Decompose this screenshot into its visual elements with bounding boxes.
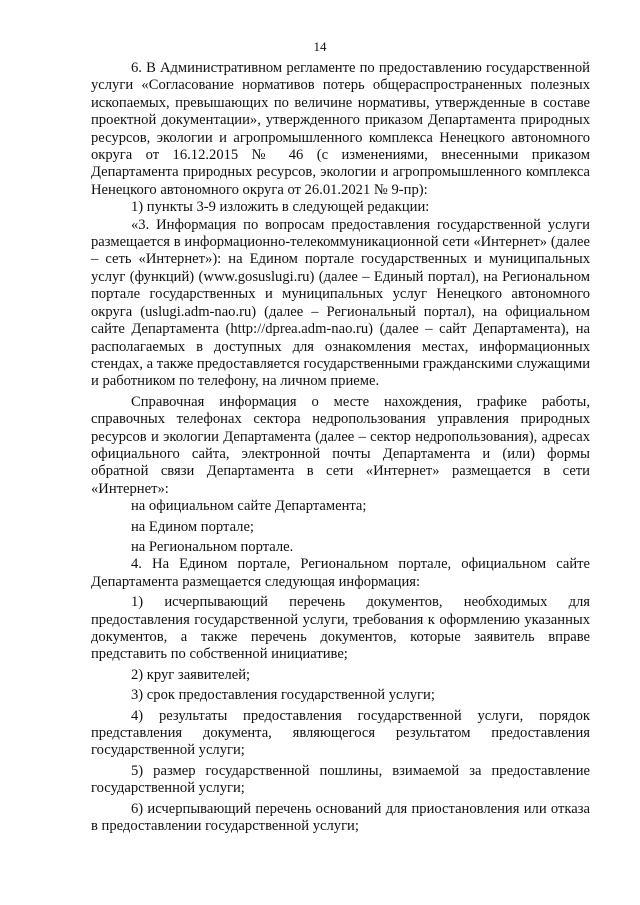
paragraph-info-1: 1) исчерпывающий перечень документов, необходимых для предоставления государственной услуги, требования к оформлению указанных документов, а также перечень документов, которые заявитель вправе представить по собственной инициативе; xyxy=(91,594,590,663)
paragraph-info-6: 6) исчерпывающий перечень оснований для приостановления или отказа в предоставлении государственной услуги; xyxy=(91,800,590,835)
paragraph-list-single-portal: на Едином портале; xyxy=(131,518,254,535)
paragraph-clause-4: 4. На Едином портале, Региональном портале, официальном сайте Департамента размещается следующая информация: xyxy=(91,556,590,590)
page-number: 14 xyxy=(313,39,327,54)
paragraph-reference-info: Справочная информация о месте нахождения, графике работы, справочных телефонах сектора недропользования управления природных ресурсов и экологии Департамента (далее – сектор недропользования), адресах официального сайта, электронной почты Департамента и (или) формы обратной связи Департамента в сети «Интернет» размещается в сети «Интернет»: xyxy=(91,393,590,497)
paragraph-info-2: 2) круг заявителей; xyxy=(131,666,251,683)
paragraph-list-official-site: на официальном сайте Департамента; xyxy=(131,498,367,515)
paragraph-list-regional-portal: на Региональном портале. xyxy=(131,538,294,555)
paragraph-item-6-intro: 6. В Административном регламенте по предоставлению государственной услуги «Согласование нормативов потерь общераспространенных полезных ископаемых, превышающих по величине нормативы, утвержденные в составе проектной документации», утвержденного приказом Департамента природных ресурсов, экологии и агропромышленного комплекса Ненецкого автономного округа от 16.12.2015 № 46 (с изменениями, внесенными приказом Департамента природных ресурсов, экологии и агропромышленного комплекса Ненецкого автономного округа от 26.01.2021 № 9-пр): xyxy=(91,60,590,198)
document-body xyxy=(91,60,590,835)
paragraph-subitem-1: 1) пункты 3-9 изложить в следующей редакции: xyxy=(131,199,430,216)
paragraph-info-4: 4) результаты предоставления государственной услуги, порядок представления документа, являющегося результатом предоставления государственной услуги; xyxy=(91,707,590,759)
paragraph-info-3: 3) срок предоставления государственной услуги; xyxy=(131,687,435,704)
paragraph-clause-3: «3. Информация по вопросам предоставления государственной услуги размещается в информационно-телекоммуникационной сети «Интернет» (далее – сеть «Интернет»): на Едином портале государственных и муниципальных услуг (функций) (www.gosuslugi.ru) (далее – Единый портал), на Региональном портале государственных и муниципальных услуг Ненецкого автономного округа (uslugi.adm-nao.ru) (далее – Региональный портал), на официальном сайте Департамента (http://dprea.adm-nao.ru) (далее – сайт Департамента), на располагаемых в доступных для ознакомления местах, информационных стендах, а также предоставляется государственными гражданскими служащими и работником по телефону, на личном приеме. xyxy=(91,216,591,390)
paragraph-info-5: 5) размер государственной пошлины, взимаемой за предоставление государственной услуги; xyxy=(91,762,590,797)
